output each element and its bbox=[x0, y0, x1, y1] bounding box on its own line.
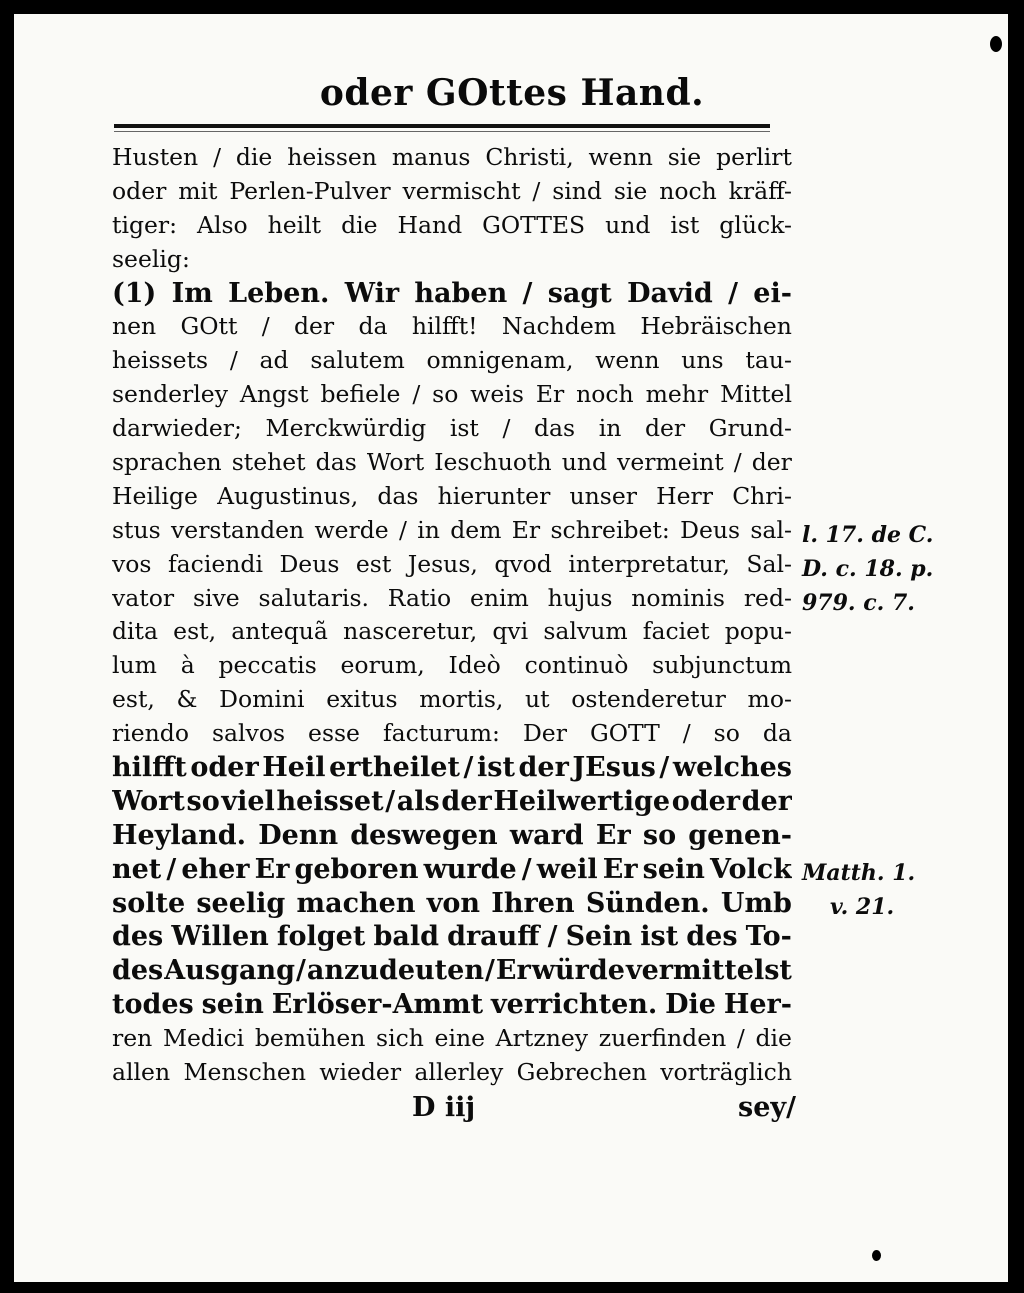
margin-note: Matth. 1. bbox=[802, 860, 916, 886]
text-line: Heilige Augustinus, das hierunter unser Herr Chri- bbox=[112, 481, 792, 510]
text-line: tiger: Also heilt die Hand GOTTES und ist glück- bbox=[112, 210, 792, 239]
signature-mark: D iij bbox=[412, 1092, 476, 1123]
margin-note: l. 17. de C. bbox=[802, 522, 934, 548]
catchword: sey/ bbox=[738, 1092, 796, 1123]
running-header: oder GOttes Hand. bbox=[319, 72, 705, 114]
text-line: Wort so viel heisset / als der Heilwertige oder der bbox=[112, 785, 792, 817]
text-line: (1) Im Leben. Wir haben / sagt David / ei- bbox=[112, 277, 792, 309]
margin-note: D. c. 18. p. bbox=[802, 556, 934, 582]
text-line: solte seelig machen von Ihren Sünden. Umb bbox=[112, 887, 792, 919]
text-line: stus verstanden werde / in dem Er schreibet: Deus sal- bbox=[112, 515, 792, 544]
text-line: lum à peccatis eorum, Ideò continuò subjunctum bbox=[112, 651, 792, 680]
text-line: est, & Domini exitus mortis, ut ostenderetur mo- bbox=[112, 685, 792, 714]
text-line: dita est, antequã nasceretur, qvi salvum faciet popu- bbox=[112, 617, 792, 646]
header-rule bbox=[114, 124, 770, 128]
text-line: des Ausgang / anzudeuten / Er würde vermittelst bbox=[112, 955, 792, 987]
header-rule-thin bbox=[114, 131, 770, 132]
text-line: ren Medici bemühen sich eine Artzney zuerfinden / die bbox=[112, 1024, 792, 1053]
text-line: Heyland. Denn deswegen ward Er so genen- bbox=[112, 819, 792, 851]
text-line: nen GOtt / der da hilfft! Nachdem Hebräischen bbox=[112, 312, 792, 341]
text-line: darwieder; Merckwürdig ist / das in der Grund- bbox=[112, 414, 792, 443]
margin-note: 979. c. 7. bbox=[802, 590, 915, 616]
text-line: senderley Angst befiele / so weis Er noch mehr Mittel bbox=[112, 380, 792, 409]
text-line: vator sive salutaris. Ratio enim hujus nominis red- bbox=[112, 583, 792, 612]
text-line: heissets / ad salutem omnigenam, wenn uns tau- bbox=[112, 346, 792, 375]
body-text bbox=[112, 141, 792, 1090]
text-line: sprachen stehet das Wort Ieschuoth und vermeint / der bbox=[112, 448, 792, 477]
text-line: allen Menschen wieder allerley Gebrechen vorträglich bbox=[112, 1058, 792, 1087]
text-line: vos faciendi Deus est Jesus, qvod interpretatur, Sal- bbox=[112, 549, 792, 578]
text-line: oder mit Perlen-Pulver vermischt / sind sie noch kräff- bbox=[112, 176, 792, 205]
ink-speck-top bbox=[990, 36, 1002, 52]
text-line: riendo salvos esse facturum: Der GOTT / so da bbox=[112, 719, 792, 748]
ink-speck-bottom bbox=[872, 1250, 881, 1261]
text-line: todes sein Erlöser-Ammt verrichten. Die Her- bbox=[112, 989, 792, 1021]
text-line: des Willen folget bald drauff / Sein ist des To- bbox=[112, 921, 792, 953]
margin-note: v. 21. bbox=[830, 894, 895, 920]
text-line: seelig: bbox=[112, 244, 190, 273]
text-line: Husten / die heissen manus Christi, wenn sie perlirt bbox=[112, 143, 792, 171]
text-line: hilfft oder Heil ertheilet / ist der JEsus / welches bbox=[112, 752, 792, 784]
text-line: net / eher Er geboren wurde / weil Er sein Volck bbox=[112, 853, 792, 885]
